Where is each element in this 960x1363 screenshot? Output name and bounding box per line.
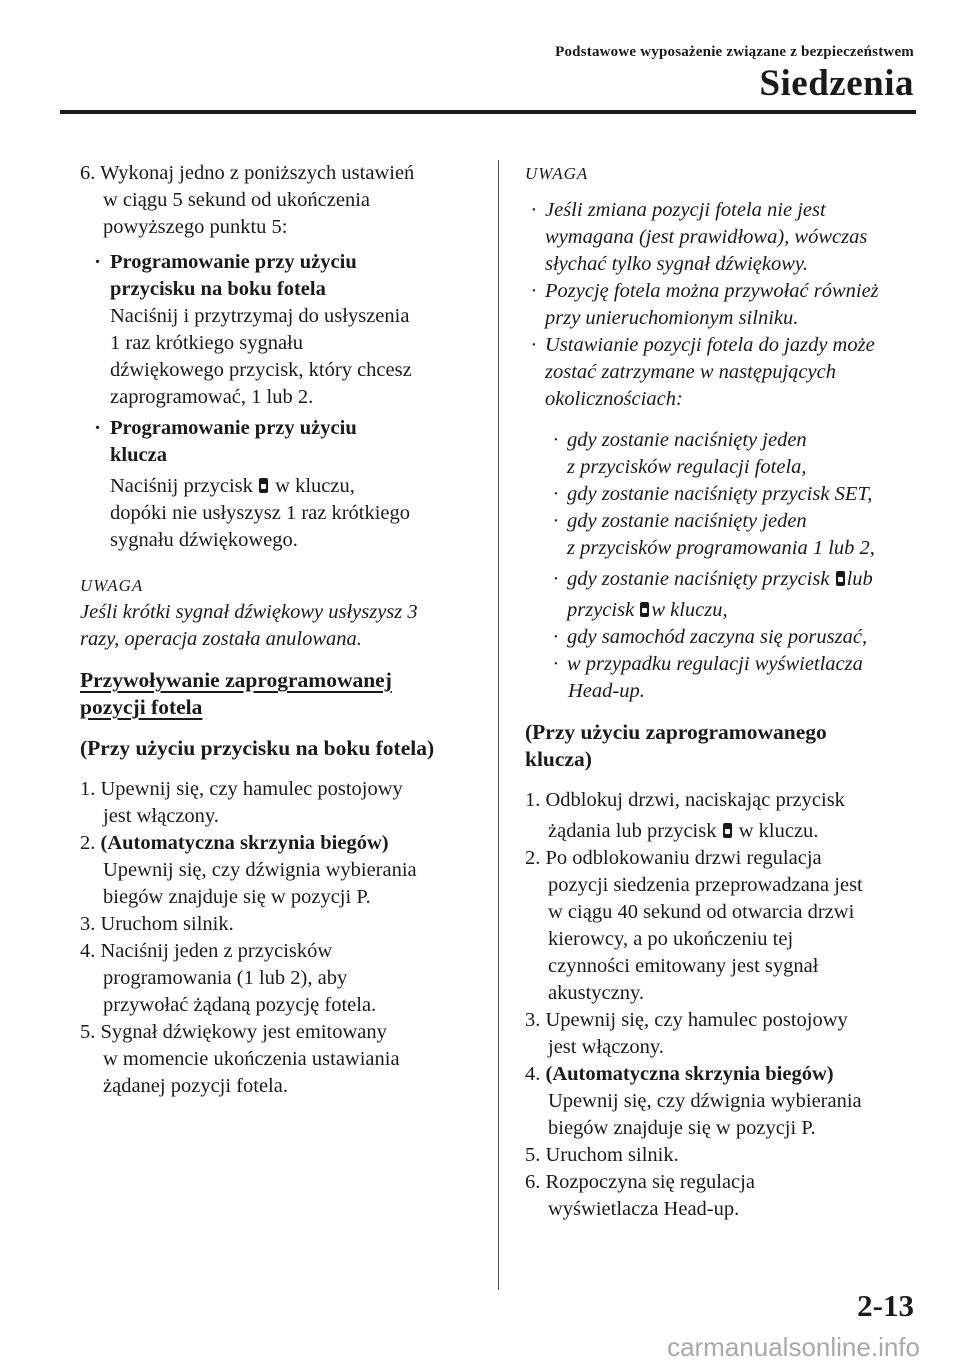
step-text: przywołać żądaną pozycję fotela. — [103, 994, 377, 1016]
left-column — [80, 160, 480, 1100]
page-title: Siedzenia — [759, 63, 914, 104]
step-number: 1. — [525, 789, 541, 811]
step-text: Naciśnij jeden z przycisków — [100, 940, 333, 962]
step-text: Po odblokowaniu drzwi regulacja — [545, 847, 822, 869]
option-text: dopóki nie usłyszysz 1 raz krótkiego — [110, 502, 411, 524]
bullet: · — [553, 429, 559, 451]
note-text: Jeśli zmiana pozycji fotela nie jest — [545, 199, 826, 221]
step-text: Upewnij się, czy hamulec postojowy — [100, 778, 403, 800]
note-cancel — [80, 572, 480, 653]
step-text: żądania lub przycisk — [548, 820, 717, 842]
bullet-text: w kluczu, — [651, 599, 728, 621]
option-text: sygnału dźwiękowego. — [110, 529, 298, 551]
step-text: jest włączony. — [103, 805, 219, 827]
step-text: Wykonaj jedno z poniższych ustawień — [100, 162, 415, 184]
subsection-title: klucza) — [525, 747, 592, 771]
step-text: Sygnał dźwiękowy jest emitowany — [100, 1021, 387, 1043]
watermark: carmanualsonline.info — [667, 1332, 920, 1362]
step-text: biegów znajduje się w pozycji P. — [103, 886, 371, 908]
step-number: 5. — [525, 1144, 541, 1166]
unlock-icon — [640, 602, 649, 617]
note-list — [525, 197, 925, 413]
note-text: zostać zatrzymane w następujących — [545, 361, 836, 383]
bullet: · — [531, 199, 537, 221]
recall-steps — [80, 776, 480, 1100]
subsection-title: (Przy użyciu przycisku na boku fotela) — [80, 736, 435, 760]
lock-icon — [836, 571, 845, 586]
option-text: dźwiękowego przycisk, który chcesz — [110, 359, 412, 381]
step-text: kierowcy, a po ukończeniu tej — [548, 928, 794, 950]
step-number: 5. — [80, 1021, 96, 1043]
header-subtitle: Podstawowe wyposażenie związane z bezpieczeństwem — [555, 44, 914, 60]
step-text: Odblokuj drzwi, naciskając przycisk — [545, 789, 845, 811]
bullet: · — [553, 568, 559, 590]
note-text: przy unieruchomionym silniku. — [545, 307, 799, 329]
option-title: Programowanie przy użyciu — [110, 251, 357, 273]
bullet-text: z przycisków programowania 1 lub 2, — [567, 537, 875, 559]
step-number: 1. — [80, 778, 96, 800]
option-text: Naciśnij przycisk — [110, 475, 253, 497]
option-text: Naciśnij i przytrzymaj do usłyszenia — [110, 305, 410, 327]
step-text: Rozpoczyna się regulacja — [545, 1171, 755, 1193]
bullet: · — [531, 280, 537, 302]
note-text: słychać tylko sygnał dźwiękowy. — [545, 253, 809, 275]
step-number: 2. — [525, 847, 541, 869]
subsection-title: (Przy użyciu zaprogramowanego — [525, 720, 827, 744]
bullet: · — [553, 653, 559, 675]
bullet-text: przycisk — [567, 599, 635, 621]
bullet: · — [553, 626, 559, 648]
step-number: 6. — [525, 1171, 541, 1193]
option-text: 1 raz krótkiego sygnału — [110, 332, 303, 354]
key-recall-steps — [525, 787, 925, 1223]
step-text: akustyczny. — [548, 982, 645, 1004]
section-title: pozycji fotela — [80, 695, 203, 719]
step-number: 3. — [80, 913, 96, 935]
step-text: powyższego punktu 5: — [103, 216, 288, 238]
note-text: okolicznościach: — [545, 388, 683, 410]
bullet-text: gdy zostanie naciśnięty przycisk SET, — [567, 483, 873, 505]
step-text: wyświetlacza Head-up. — [548, 1198, 740, 1220]
option-title: Programowanie przy użyciu — [110, 417, 357, 439]
step-text: w momencie ukończenia ustawiania — [103, 1048, 400, 1070]
sub-bullet-list — [525, 427, 925, 705]
bullet: · — [553, 510, 559, 532]
step-text: Upewnij się, czy dźwignia wybierania — [548, 1090, 862, 1112]
right-column — [525, 160, 925, 1223]
step-text: programowania (1 lub 2), aby — [103, 967, 348, 989]
option-title: klucza — [110, 444, 167, 466]
step-text: pozycji siedzenia przeprowadzana jest — [548, 874, 863, 896]
option-text: w kluczu, — [275, 475, 355, 497]
bullet-text: w przypadku regulacji wyświetlacza — [567, 653, 863, 675]
section-title: Przywoływanie zaprogramowanej — [80, 668, 392, 692]
note-text: Ustawianie pozycji fotela do jazdy może — [545, 334, 875, 356]
step-condition: (Automatyczna skrzynia biegów) — [100, 832, 389, 854]
step-text: żądanej pozycji fotela. — [103, 1075, 288, 1097]
step-text: Uruchom silnik. — [100, 913, 234, 935]
step-number: 4. — [80, 940, 96, 962]
option-seat-button — [80, 249, 480, 411]
bullet-text: gdy zostanie naciśnięty przycisk — [567, 568, 830, 590]
step-text: w ciągu 5 sekund od ukończenia — [103, 189, 370, 211]
note-text: Pozycję fotela można przywołać również — [545, 280, 879, 302]
bullet-text: lub — [846, 568, 873, 590]
bullet: · — [553, 483, 559, 505]
bullet-text: z przycisków regulacji fotela, — [567, 456, 807, 478]
option-title: przycisku na boku fotela — [110, 278, 326, 300]
note-text: wymagana (jest prawidłowa), wówczas — [545, 226, 868, 248]
unlock-icon — [259, 478, 268, 493]
bullet-text: Head-up. — [568, 680, 645, 702]
step-text: Upewnij się, czy hamulec postojowy — [545, 1009, 848, 1031]
step-text: w kluczu. — [738, 820, 819, 842]
column-divider — [498, 160, 499, 1290]
step-text: biegów znajduje się w pozycji P. — [548, 1117, 816, 1139]
note-label: UWAGA — [525, 164, 589, 183]
step-text: czynności emitowany jest sygnał — [548, 955, 819, 977]
bullet: · — [94, 417, 101, 439]
unlock-icon — [723, 823, 732, 838]
note-label: UWAGA — [80, 576, 144, 595]
step-number: 6. — [80, 162, 96, 184]
option-key — [80, 415, 480, 554]
bullet-text: gdy zostanie naciśnięty jeden — [567, 429, 807, 451]
page-number: 2-13 — [857, 1288, 914, 1323]
step-text: jest włączony. — [548, 1036, 664, 1058]
step-number: 4. — [525, 1063, 541, 1085]
step-text: Upewnij się, czy dźwignia wybierania — [103, 859, 417, 881]
bullet-text: gdy samochód zaczyna się poruszać, — [567, 626, 868, 648]
bullet-text: gdy zostanie naciśnięty jeden — [567, 510, 807, 532]
step-text: Uruchom silnik. — [545, 1144, 679, 1166]
bullet: · — [94, 251, 101, 273]
header-rule — [60, 110, 916, 114]
step-text: w ciągu 40 sekund od otwarcia drzwi — [548, 901, 855, 923]
step-number: 3. — [525, 1009, 541, 1031]
bullet: · — [531, 334, 537, 356]
step-6 — [80, 160, 480, 241]
note-text: razy, operacja została anulowana. — [80, 628, 362, 650]
note-text: Jeśli krótki sygnał dźwiękowy usłyszysz 3 — [80, 601, 418, 623]
option-text: zaprogramować, 1 lub 2. — [110, 386, 314, 408]
step-number: 2. — [80, 832, 96, 854]
step-condition: (Automatyczna skrzynia biegów) — [545, 1063, 834, 1085]
